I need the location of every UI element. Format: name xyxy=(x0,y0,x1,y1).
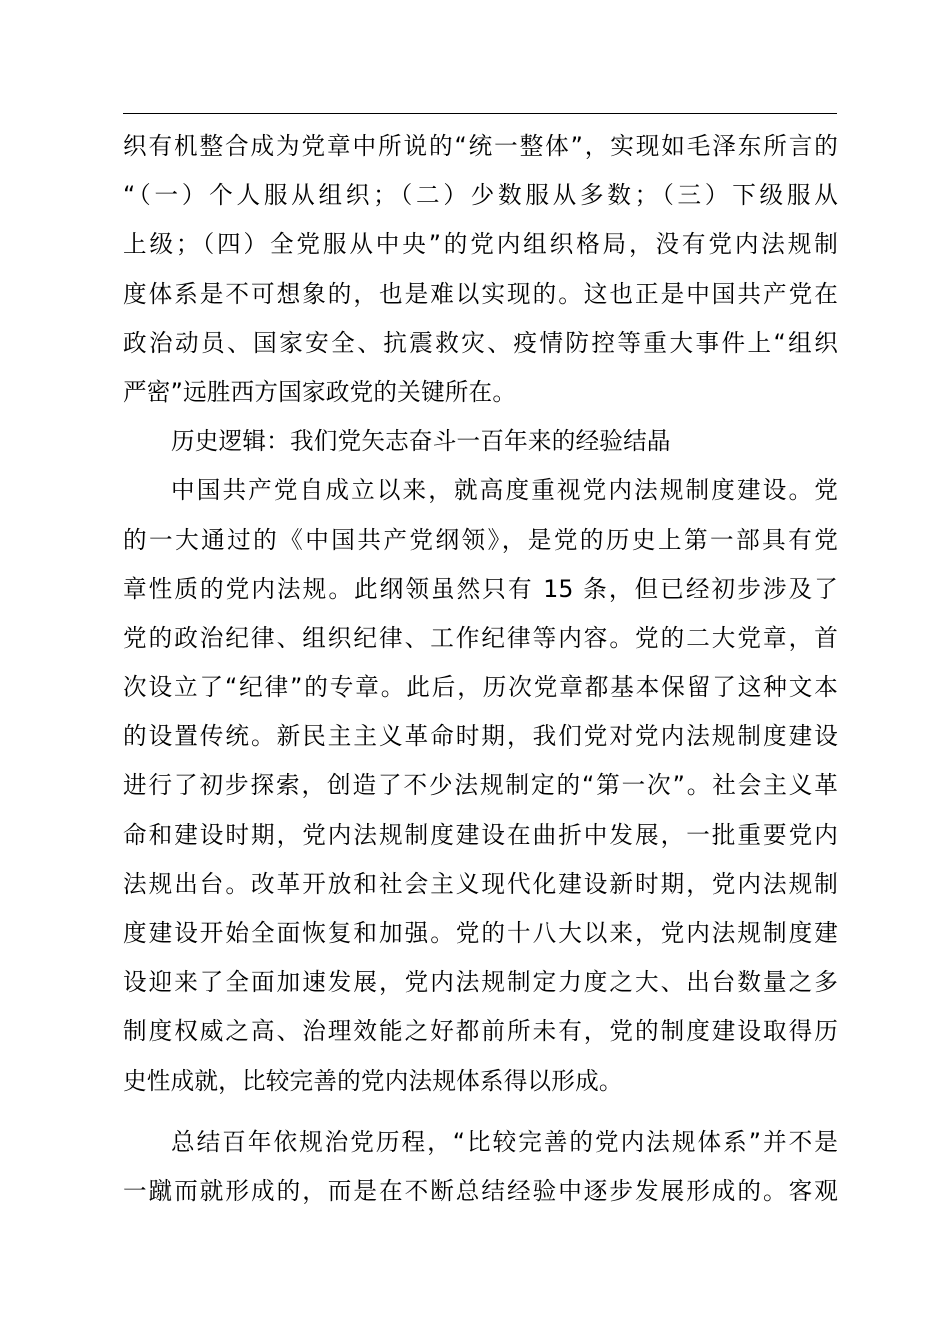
text-line: 法规出台。改革开放和社会主义现代化建设新时期，党内法规制 xyxy=(123,869,838,898)
header-rule xyxy=(123,113,837,114)
text-line: 度建设开始全面恢复和加强。党的十八大以来，党内法规制度建 xyxy=(123,919,838,947)
text-line: 制度权威之高、治理效能之好都前所未有，党的制度建设取得历 xyxy=(123,1017,838,1046)
heading-line: 历史逻辑：我们党矢志奋斗一百年来的经验结晶 xyxy=(171,427,671,456)
text-line: 政治动员、国家安全、抗震救灾、疫情防控等重大事件上“组织 xyxy=(123,328,838,357)
paragraph-history xyxy=(123,466,838,1105)
document-body xyxy=(123,122,838,1216)
text-line: 设迎来了全面加速发展，党内法规制定力度之大、出台数量之多 xyxy=(123,968,838,997)
text-line: 次设立了“纪律”的专章。此后，历次党章都基本保留了这种文本 xyxy=(123,673,838,702)
text-line: 总结百年依规治党历程，“比较完善的党内法规体系”并不是 xyxy=(171,1127,838,1156)
text-line: “（一）个人服从组织；（二）少数服从多数；（三）下级服从 xyxy=(123,181,838,210)
paragraph-continuation xyxy=(123,122,838,417)
text-line: 命和建设时期，党内法规制度建设在曲折中发展，一批重要党内 xyxy=(123,820,838,849)
text-line: 织有机整合成为党章中所说的“统一整体”，实现如毛泽东所言的 xyxy=(123,132,838,160)
paragraph-spacing xyxy=(123,1106,838,1118)
paragraph-summary xyxy=(123,1118,838,1216)
text-line: 的设置传统。新民主主义革命时期，我们党对党内法规制度建设 xyxy=(123,722,838,751)
text-line: 的一大通过的《中国共产党纲领》，是党的历史上第一部具有党 xyxy=(123,525,838,554)
section-heading xyxy=(123,417,838,466)
text-line: 章性质的党内法规。此纲领虽然只有 15 条，但已经初步涉及了 xyxy=(123,574,838,603)
text-line: 进行了初步探索，创造了不少法规制定的“第一次”。社会主义革 xyxy=(123,771,838,800)
text-line: 上级；（四）全党服从中央”的党内组织格局，没有党内法规制 xyxy=(123,230,838,259)
text-line: 史性成就，比较完善的党内法规体系得以形成。 xyxy=(123,1066,623,1095)
text-line: 度体系是不可想象的，也是难以实现的。这也正是中国共产党在 xyxy=(123,279,838,308)
text-line: 一蹴而就形成的，而是在不断总结经验中逐步发展形成的。客观 xyxy=(123,1176,838,1205)
text-line: 党的政治纪律、组织纪律、工作纪律等内容。党的二大党章，首 xyxy=(123,623,838,652)
text-line: 严密”远胜西方国家政党的关键所在。 xyxy=(123,377,517,406)
text-line: 中国共产党自成立以来，就高度重视党内法规制度建设。党 xyxy=(171,476,838,505)
